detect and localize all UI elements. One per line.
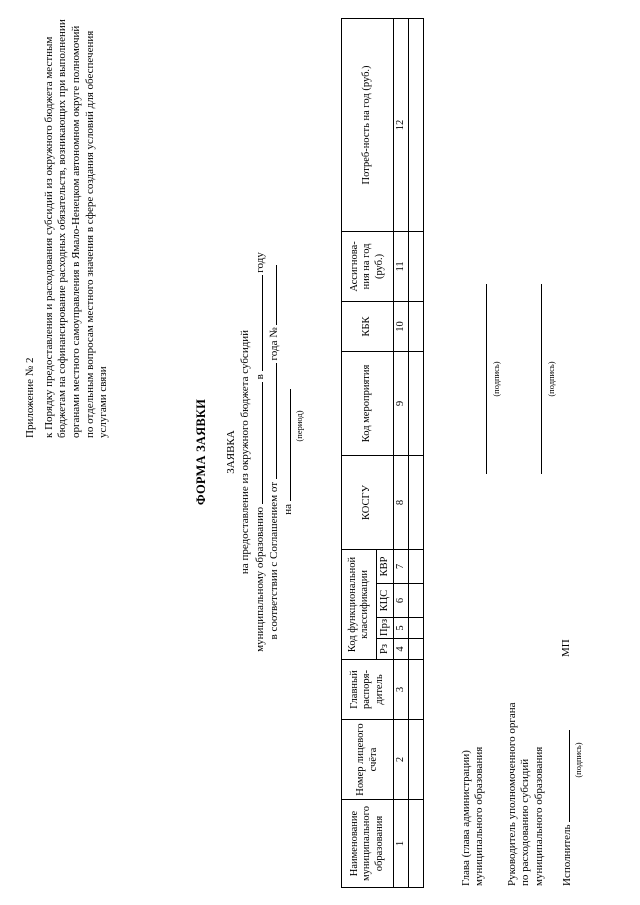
blank-cell (409, 455, 424, 549)
form-title: ФОРМА ЗАЯВКИ (194, 398, 208, 506)
request-block (224, 10, 304, 894)
blank-cell (409, 584, 424, 618)
blank-cell (409, 231, 424, 301)
head-signature-caption: (подпись) (491, 361, 501, 397)
header-prz: Прз (377, 618, 394, 639)
blank-cell (409, 351, 424, 455)
request-line-3-text-b: года № (268, 327, 280, 361)
manager-signature-caption: (подпись) (546, 361, 556, 397)
column-number: 4 (394, 639, 409, 660)
request-line-4-text-a: на (282, 503, 294, 515)
executor-signature-caption: (подпись) (573, 742, 583, 778)
table-blank-row (409, 18, 424, 887)
manager-signature-line (540, 284, 542, 474)
request-line-2 (252, 10, 266, 894)
manager-label-line-2: по расходованию субсидий (519, 758, 532, 886)
head-label-line-1: Глава (глава администрации) (460, 750, 472, 886)
column-number: 1 (394, 800, 409, 888)
head-signature-label (460, 747, 487, 886)
header-allocations: Ассигнова-ния на год (руб.) (342, 231, 394, 301)
blank-cell (409, 660, 424, 720)
document-page (10, 10, 630, 894)
request-line-2-text-a: муниципальному образованию (254, 506, 266, 652)
header-name: Наименование муниципального образования (342, 800, 394, 888)
header-functional: Код функциональной классификации (342, 549, 377, 659)
appendix-block (24, 18, 111, 438)
column-number: 8 (394, 455, 409, 549)
head-signature-line (485, 284, 487, 474)
header-need: Потреб-ность на год (руб.) (342, 18, 394, 231)
request-line-2-text-b: в (254, 374, 266, 380)
column-number: 9 (394, 351, 409, 455)
request-heading: ЗАЯВКА (225, 430, 237, 474)
request-line-1: на предоставление из окружного бюджета субсидий (239, 329, 251, 575)
year-blank (252, 275, 263, 371)
column-number: 3 (394, 660, 409, 720)
period-blank (280, 389, 291, 501)
request-line-2-text-c: году (254, 252, 266, 273)
blank-cell (409, 301, 424, 351)
table-header-row (342, 18, 377, 887)
blank-cell (409, 720, 424, 800)
header-manager: Главный распоря-дитель (342, 660, 394, 720)
header-account: Номер лицевого счёта (342, 720, 394, 800)
manager-signature-label (506, 702, 546, 886)
blank-cell (409, 618, 424, 639)
stamp-label: МП (560, 639, 572, 657)
header-kbk: КБК (342, 301, 394, 351)
manager-label-line-3: муниципального образования (532, 746, 545, 886)
column-number: 7 (394, 549, 409, 583)
appendix-text: к Порядку предоставления и расходования субсидий из окружного бюджета местным бюджетам на софинансирование расходных обязательств, возникающих при выполнении органами местного самоуправления в Ямало-Ненецком автономном округе полномочий по отдельным вопросам местного значения в сфере создания условий для обеспечения услугами связи (42, 19, 110, 438)
header-kvr: КВР (377, 549, 394, 583)
executor-label: Исполнитель (561, 824, 573, 886)
request-line-3-text-a: в соответствии с Соглашением от (268, 481, 280, 640)
subsidy-request-table (341, 18, 424, 888)
table-number-row (394, 18, 409, 887)
column-number: 5 (394, 618, 409, 639)
blank-cell (409, 549, 424, 583)
header-event-code: Код мероприятия (342, 351, 394, 455)
blank-cell (409, 800, 424, 888)
blank-cell (409, 639, 424, 660)
header-kcs: КЦС (377, 584, 394, 618)
column-number: 6 (394, 584, 409, 618)
agreement-date-blank (266, 363, 277, 479)
column-number: 10 (394, 301, 409, 351)
header-rz: Рз (377, 639, 394, 660)
column-number: 11 (394, 231, 409, 301)
period-caption: (период) (294, 410, 304, 442)
request-line-3 (266, 10, 280, 894)
manager-label-line-1: Руководитель уполномоченного органа (506, 702, 518, 886)
appendix-title: Приложение № 2 (24, 357, 36, 438)
header-kosgu: КОСГУ (342, 455, 394, 549)
request-line-4 (280, 10, 294, 894)
agreement-number-blank (266, 265, 277, 325)
column-number: 12 (394, 18, 409, 231)
column-number: 2 (394, 720, 409, 800)
municipality-blank (252, 382, 263, 504)
executor-signature-line (560, 730, 570, 822)
head-label-line-2: муниципального образования (473, 746, 486, 886)
blank-cell (409, 18, 424, 231)
